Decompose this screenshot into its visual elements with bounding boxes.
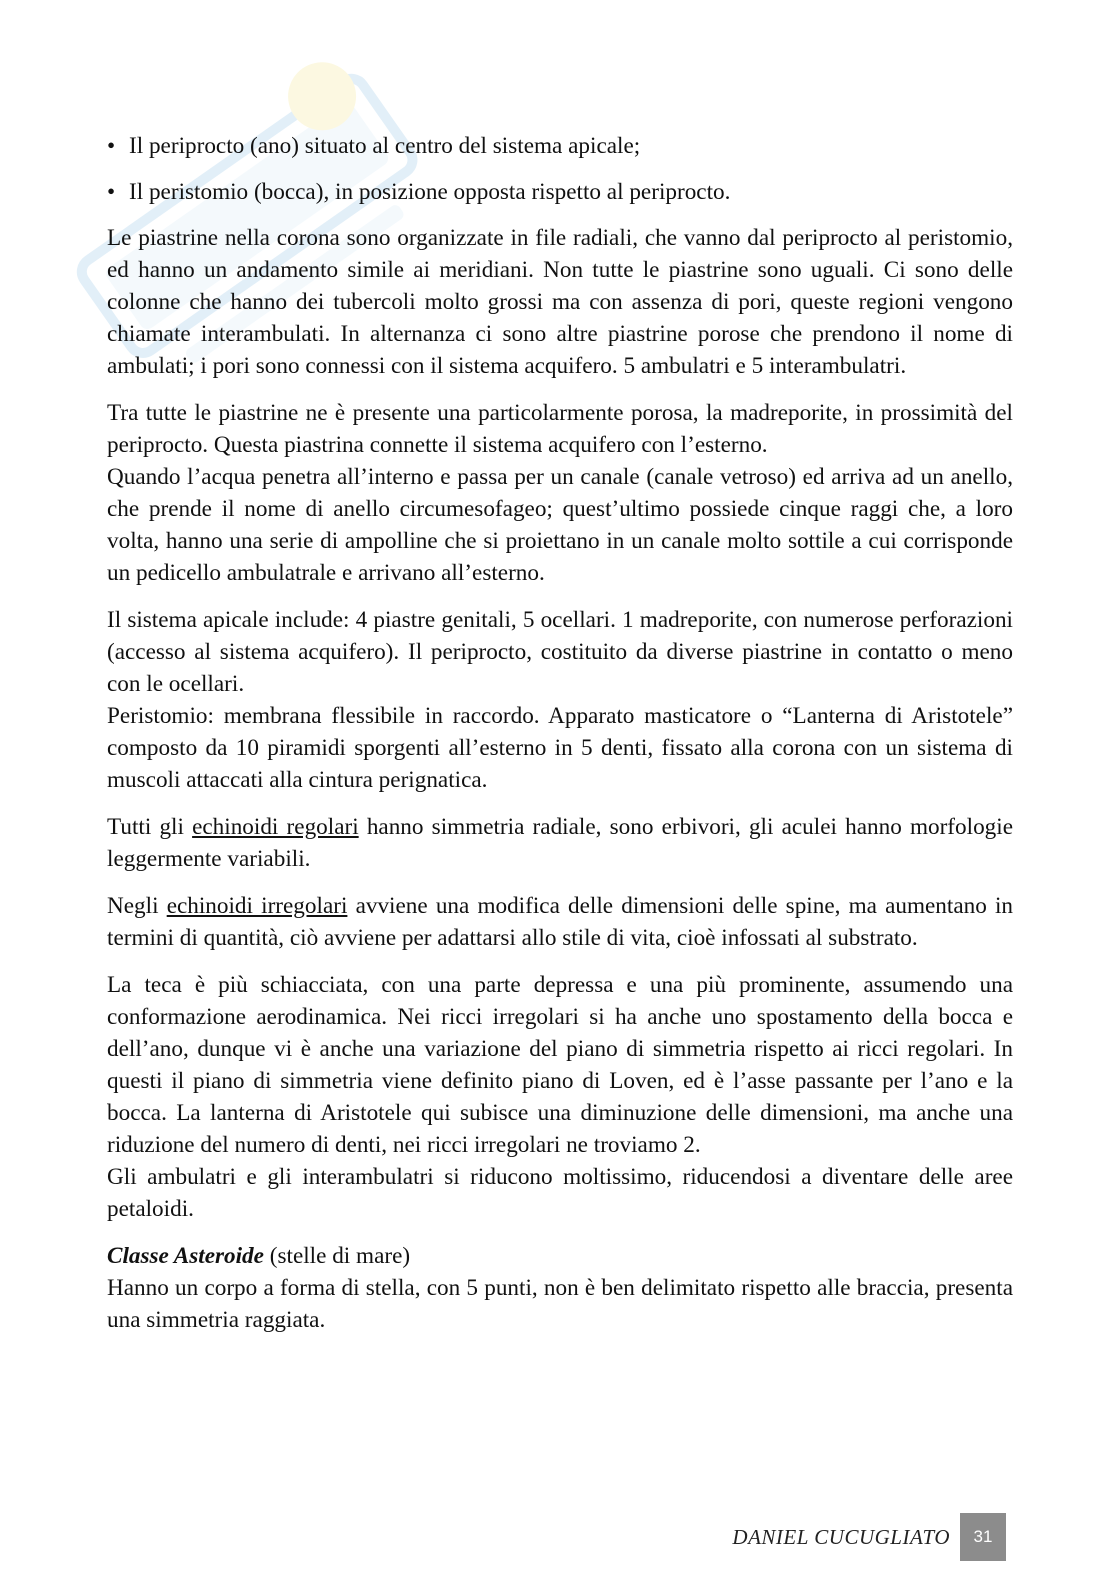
list-item	[107, 130, 1013, 162]
list-item	[107, 176, 1013, 208]
heading-subtitle: (stelle di mare)	[263, 1243, 411, 1269]
paragraph-theca: La teca è più schiacciata, con una parte depressa e una più prominente, assumendo una conformazione aerodinamica. Nei ricci irregolari si ha anche uno spostamento della bocca e dell’ano, dunque vi è anche una variazione del piano di simmetria rispetto ai ricci regolari. In questi il piano di simmetria viene definito piano di Loven, ed è l’asse passante per l’ano e la bocca. La lanterna di Aristotele qui subisce una diminuzione delle dimensioni, ma anche una riduzione del numero di denti, nei ricci irregolari ne troviamo 2.	[107, 972, 1013, 1158]
underlined-term: echinoidi irregolari	[166, 893, 348, 919]
bullet-dot: •	[107, 133, 116, 159]
text-run: avviene una modifica delle dimensioni delle spine, ma aumentano in termini di quantità, ciò avviene per adattarsi allo stile di vita, cioè infossati al substrato.	[107, 893, 1013, 951]
paragraph-petaloid: Gli ambulatri e gli interambulatri si riducono moltissimo, riducendosi a diventare delle aree petaloidi.	[107, 1164, 1013, 1222]
bullet-text: Il periprocto (ano) situato al centro del sistema apicale;	[129, 133, 641, 159]
paragraph-peristome: Peristomio: membrana flessibile in raccordo. Apparato masticatore o “Lanterna di Aristotele” composto da 10 piramidi sporgenti all’esterno in 5 denti, fissato alla corona con un sistema di muscoli attaccati alla cintura perignatica.	[107, 703, 1013, 793]
section-heading	[107, 1240, 1013, 1272]
footer-author: DANIEL CUCUGLIATO	[732, 1524, 950, 1549]
bullet-dot: •	[107, 179, 116, 205]
page-footer	[732, 1513, 1006, 1561]
paragraph-madreporite: Tra tutte le piastrine ne è presente una particolarmente porosa, la madreporite, in prossimità del periprocto. Questa piastrina connette il sistema acquifero con l’esterno.	[107, 400, 1013, 458]
paragraph-water-system: Quando l’acqua penetra all’interno e passa per un canale (canale vetroso) ed arriva ad un anello, che prende il nome di anello circumesofageo; quest’ultimo possiede cinque raggi che, a loro volta, hanno una serie di ampolline che si proiettano in un canale molto sottile a cui corrisponde un pedicello ambulatrale e arrivano all’esterno.	[107, 464, 1013, 586]
text-run: Negli	[107, 893, 167, 919]
heading-title: Classe Asteroide	[107, 1243, 264, 1269]
text-run: Tutti gli	[107, 814, 193, 840]
paragraph-irregular-echinoids	[107, 890, 1013, 954]
paragraph-regular-echinoids	[107, 811, 1013, 875]
page-content	[107, 130, 1013, 1351]
paragraph-apical-system: Il sistema apicale include: 4 piastre genitali, 5 ocellari. 1 madreporite, con numerose perforazioni (accesso al sistema acquifero). Il periprocto, costituito da diverse piastrine in contatto o meno con le ocellari.	[107, 607, 1013, 697]
page-number: 31	[960, 1513, 1006, 1561]
bullet-text: Il peristomio (bocca), in posizione opposta rispetto al periprocto.	[129, 179, 731, 205]
paragraph-plates: Le piastrine nella corona sono organizzate in file radiali, che vanno dal periprocto al peristomio, ed hanno un andamento simile ai meridiani. Non tutte le piastrine sono uguali. Ci sono delle colonne che hanno dei tubercoli molto grossi ma con assenza di pori, queste regioni vengono chiamate interambulati. In alternanza ci sono altre piastrine porose che prendono il nome di ambulati; i pori sono connessi con il sistema acquifero. 5 ambulatri e 5 interambulatri.	[107, 225, 1013, 379]
text-run: hanno simmetria radiale, sono erbivori, gli aculei hanno morfologie leggermente variabili.	[107, 814, 1013, 872]
paragraph-asteroidea: Hanno un corpo a forma di stella, con 5 punti, non è ben delimitato rispetto alle braccia, presenta una simmetria raggiata.	[107, 1275, 1013, 1333]
underlined-term: echinoidi regolari	[192, 814, 359, 840]
